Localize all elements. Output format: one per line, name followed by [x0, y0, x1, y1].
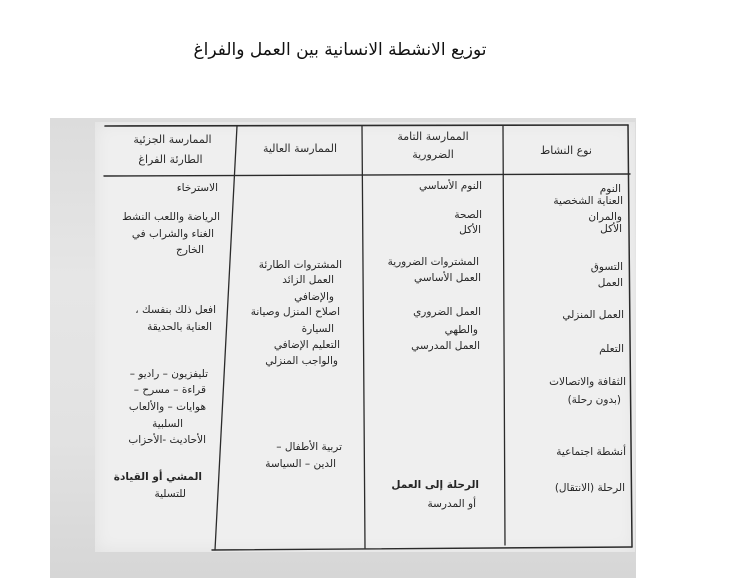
activity-social: أنشطة اجتماعية	[556, 446, 626, 458]
essential-necessary-work: العمل الضروري	[413, 306, 481, 318]
partial-line4: الخارج	[176, 244, 204, 256]
header-partial-line2: الطارئة الفراغ	[138, 153, 203, 166]
high-line6: التعليم الإضافي	[273, 339, 340, 351]
activity-personal-care: العناية الشخصية	[553, 195, 623, 207]
column-divider-middle	[362, 126, 365, 548]
activity-exercise: والمران	[588, 211, 622, 223]
table-top-border	[105, 125, 628, 126]
header-essential-line1: الممارسة التامة	[397, 130, 469, 143]
activity-culture-line2: (بدون رحلة)	[567, 394, 621, 406]
column-divider-left	[215, 126, 237, 550]
activity-trip: الرحلة (الانتقال)	[554, 482, 625, 494]
page-title: توزيع الانشطة الانسانية بين العمل والفراغ	[193, 40, 487, 60]
high-line2: العمل الزائد	[282, 274, 334, 286]
partial-line12: المشي أو القيادة	[113, 471, 202, 483]
high-line5: السيارة	[301, 323, 334, 335]
essential-basic-work: العمل الأساسي	[414, 272, 481, 284]
partial-line2: الرياضة واللعب النشط	[122, 211, 220, 223]
high-line1: المشتروات الطارئة	[258, 259, 342, 271]
partial-line9: هوايات – والألعاب	[128, 401, 206, 413]
essential-health: الصحة	[454, 209, 482, 221]
essential-trip-line2: أو المدرسة	[427, 498, 476, 510]
partial-line6: العناية بالحديقة	[147, 321, 212, 333]
partial-line13: للتسلية	[154, 488, 186, 500]
partial-line11: الأحاديث -الأحزاب	[128, 434, 206, 446]
header-high: الممارسة العالية	[262, 142, 338, 155]
partial-line1: الاسترخاء	[176, 182, 218, 194]
header-bottom-border	[104, 174, 630, 176]
partial-line3: الغناء والشراب في	[131, 228, 214, 240]
essential-trip-line1: الرحلة إلى العمل	[391, 479, 479, 491]
activity-shopping: التسوق	[590, 261, 623, 273]
activity-housework: العمل المنزلي	[562, 309, 624, 321]
table-right-border	[628, 125, 632, 547]
activity-culture-line1: الثقافة والاتصالات	[549, 376, 626, 388]
essential-eating: الأكل	[459, 224, 481, 236]
high-line8: تربية الأطفال –	[276, 441, 342, 453]
high-line7: والواجب المنزلي	[265, 355, 338, 367]
partial-line5: افعل ذلك بنفسك ،	[135, 304, 216, 316]
essential-sleep: النوم الأساسي	[419, 180, 482, 192]
high-line4: اصلاح المنزل وصيانة	[250, 306, 340, 318]
header-essential-line2: الضرورية	[412, 148, 454, 161]
high-line9: الدين – السياسة	[265, 458, 336, 470]
header-activity-type: نوع النشاط	[540, 144, 592, 157]
partial-line8: قراءة – مسرح –	[133, 384, 206, 396]
essential-school-work: العمل المدرسي	[411, 340, 480, 352]
activity-learning: التعلم	[599, 343, 624, 355]
high-line3: والإضافي	[294, 291, 334, 303]
essential-purchases: المشتروات الضرورية	[387, 256, 479, 268]
activity-eating: الأكل	[600, 223, 622, 235]
header-partial-line1: الممارسة الجزئية	[133, 133, 212, 146]
table-bottom-border	[212, 547, 632, 550]
activity-work: العمل	[597, 277, 623, 289]
column-divider-right	[503, 126, 505, 545]
activity-sleep: النوم	[599, 183, 621, 195]
partial-line10: السلبية	[152, 418, 183, 430]
essential-cooking: والطهي	[444, 324, 478, 336]
partial-line7: تليفزيون – راديو –	[129, 368, 208, 380]
